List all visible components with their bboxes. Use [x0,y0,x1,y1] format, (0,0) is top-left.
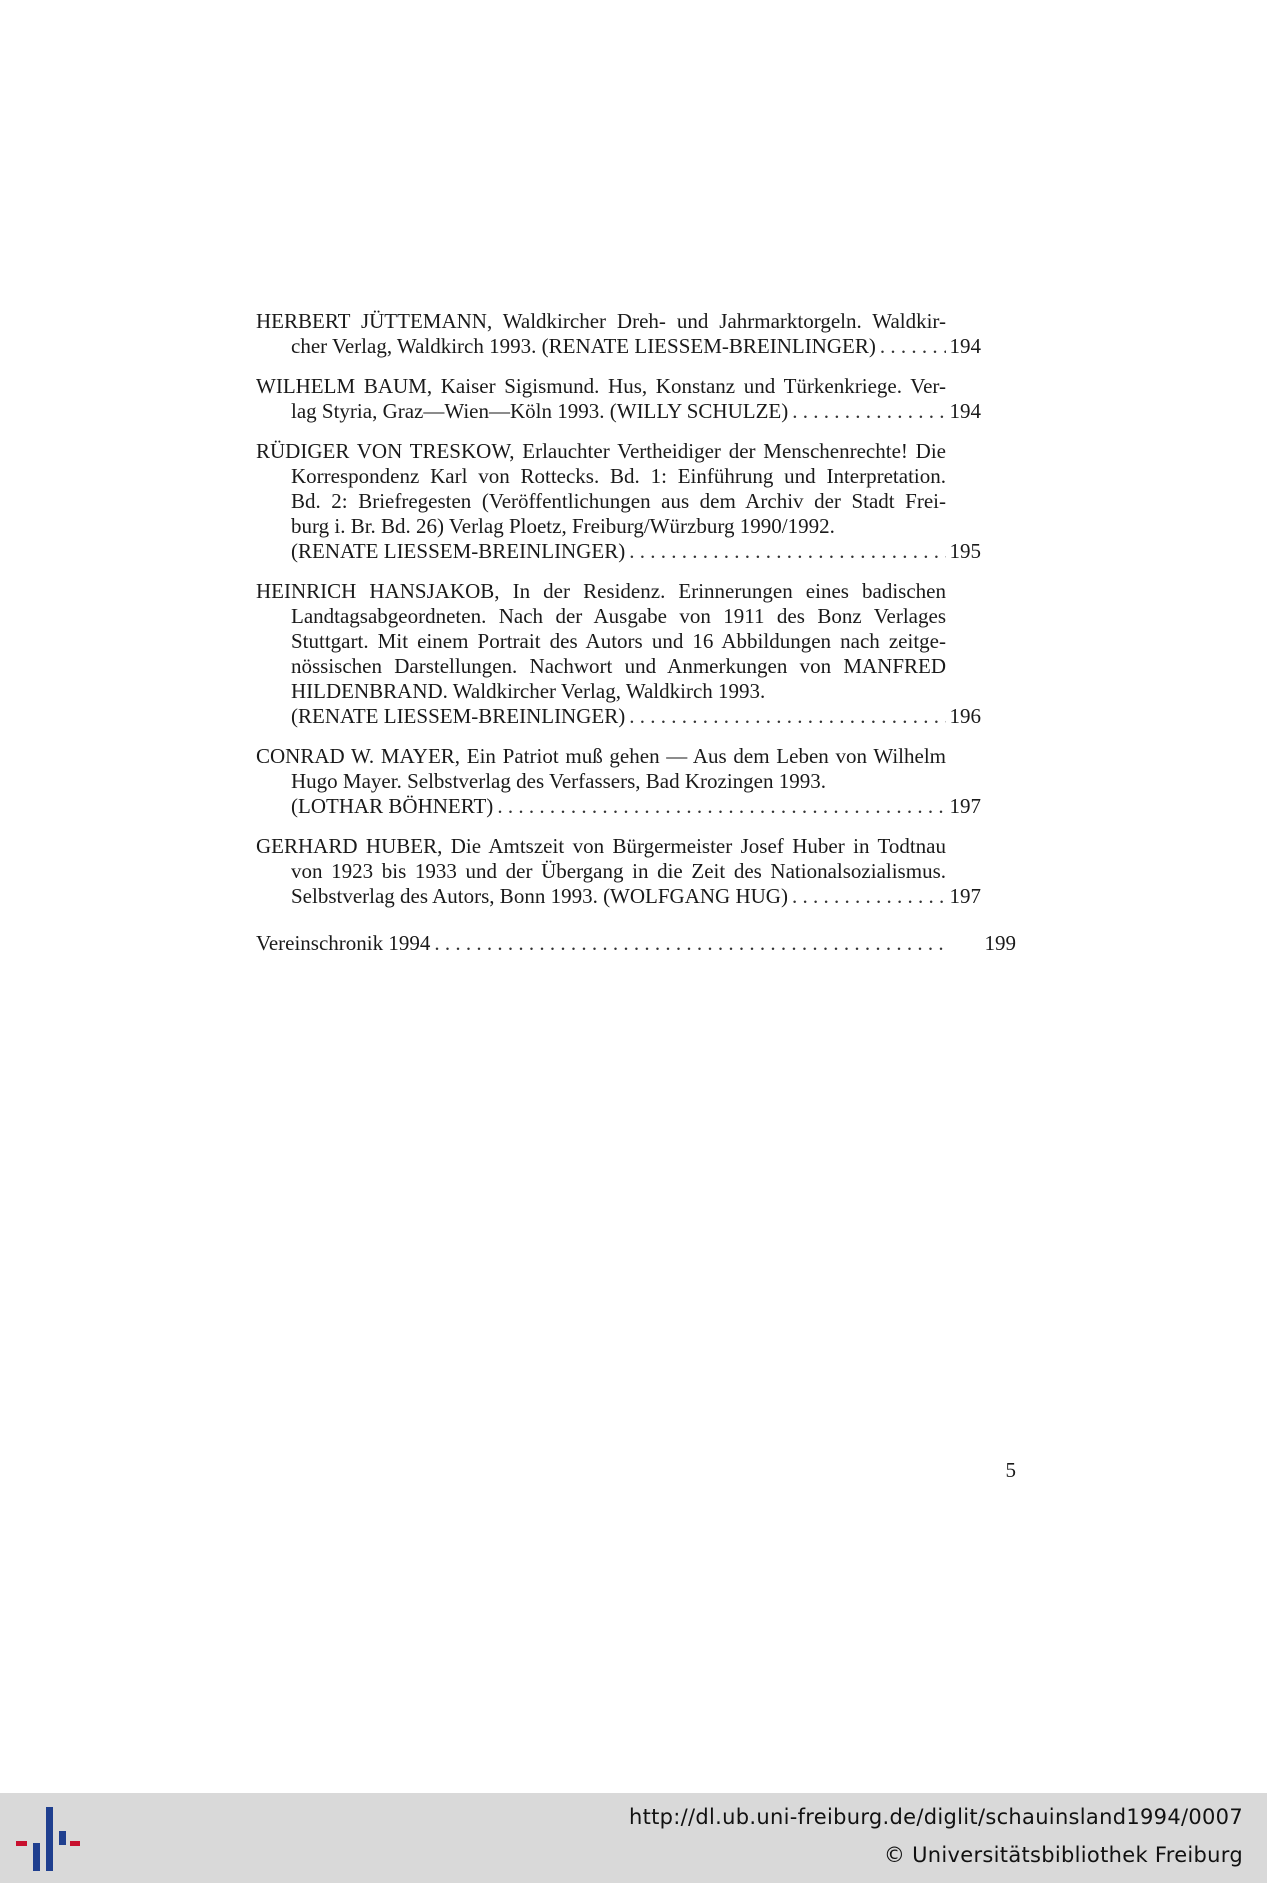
toc-entry-text: cher Verlag, Waldkirch 1993. (RENATE LIESSEM-BREINLINGER) [291,334,876,358]
toc-entry-line: nössischen Darstellungen. Nachwort und Anmerkungen von MANFRED [291,654,946,678]
leader-dots [497,794,946,819]
toc-entry-line: burg i. Br. Bd. 26) Verlag Ploetz, Freiburg/Würzburg 1990/1992. [291,514,835,538]
toc-entry-line: Landtagsabgeordneten. Nach der Ausgabe von 1911 des Bonz Verlages [291,604,946,628]
toc-entry-line [256,704,981,729]
toc-entry-line: von 1923 bis 1933 und der Übergang in die Zeit des Nationalsozialismus. [291,859,946,883]
toc-page-number: 197 [949,794,981,818]
leader-dots [629,704,946,729]
toc-entry-text: lag Styria, Graz—Wien—Köln 1993. (WILLY SCHULZE) [291,399,789,423]
toc-entry-line: Hugo Mayer. Selbstverlag des Verfassers, Bad Krozingen 1993. [291,769,826,793]
ub-freiburg-logo-icon [16,1803,80,1873]
toc-entry-line: HERBERT JÜTTEMANN, Waldkircher Dreh- und Jahrmarktorgeln. Waldkir- [256,309,946,333]
toc-entry-treskow [256,439,1016,564]
toc-entry-hansjakob [256,579,1016,729]
copyright-notice: © Universitätsbibliothek Freiburg [883,1843,1243,1867]
table-of-contents [256,309,1016,971]
toc-entry-text: (LOTHAR BÖHNERT) [291,794,494,818]
toc-entry-line: Korrespondenz Karl von Rottecks. Bd. 1: Einführung und Interpretation. [291,464,946,488]
toc-entry-line [256,884,981,909]
toc-entry-text: Selbstverlag des Autors, Bonn 1993. (WOLFGANG HUG) [291,884,788,908]
toc-entry-line: HEINRICH HANSJAKOB, In der Residenz. Erinnerungen eines badischen [256,579,946,603]
toc-entry-vereinschronik [256,931,1016,956]
toc-entry-text: (RENATE LIESSEM-BREINLINGER) [291,704,626,728]
toc-entry-line: GERHARD HUBER, Die Amtszeit von Bürgermeister Josef Huber in Todtnau [256,834,946,858]
leader-dots [629,539,946,564]
toc-page-number: 196 [949,704,981,728]
toc-entry-baum [256,374,1016,424]
toc-page-number: 197 [949,884,981,908]
toc-page-number: 194 [949,399,981,423]
toc-page-number: 195 [949,539,981,563]
toc-entry-text: (RENATE LIESSEM-BREINLINGER) [291,539,626,563]
toc-entry-huber [256,834,1016,909]
toc-entry-juettemann [256,309,1016,359]
document-url[interactable]: http://dl.ub.uni-freiburg.de/diglit/schauinsland1994/0007 [628,1805,1243,1829]
toc-entry-mayer [256,744,1016,819]
toc-entry-line: Bd. 2: Briefregesten (Veröffentlichungen aus dem Archiv der Stadt Frei- [291,489,946,513]
page-number: 5 [1005,1458,1016,1482]
leader-dots [434,931,946,956]
footer-bar [0,1793,1267,1883]
toc-page-number: 199 [984,931,1016,955]
toc-entry-line: WILHELM BAUM, Kaiser Sigismund. Hus, Konstanz und Türkenkriege. Ver- [256,374,946,398]
toc-entry-line [256,334,981,359]
toc-entry-line [256,794,981,819]
toc-entry-line: Stuttgart. Mit einem Portrait des Autors und 16 Abbildungen nach zeitge- [291,629,946,653]
toc-entry-line [256,931,1016,956]
toc-entry-line: RÜDIGER VON TRESKOW, Erlauchter Vertheidiger der Menschenrechte! Die [256,439,946,463]
toc-entry-line [256,539,981,564]
toc-entry-text: Vereinschronik 1994 [256,931,431,955]
toc-entry-line: HILDENBRAND. Waldkircher Verlag, Waldkirch 1993. [291,679,766,703]
toc-entry-line: CONRAD W. MAYER, Ein Patriot muß gehen — Aus dem Leben von Wilhelm [256,744,946,768]
toc-entry-line [256,399,981,424]
toc-page-number: 194 [949,334,981,358]
